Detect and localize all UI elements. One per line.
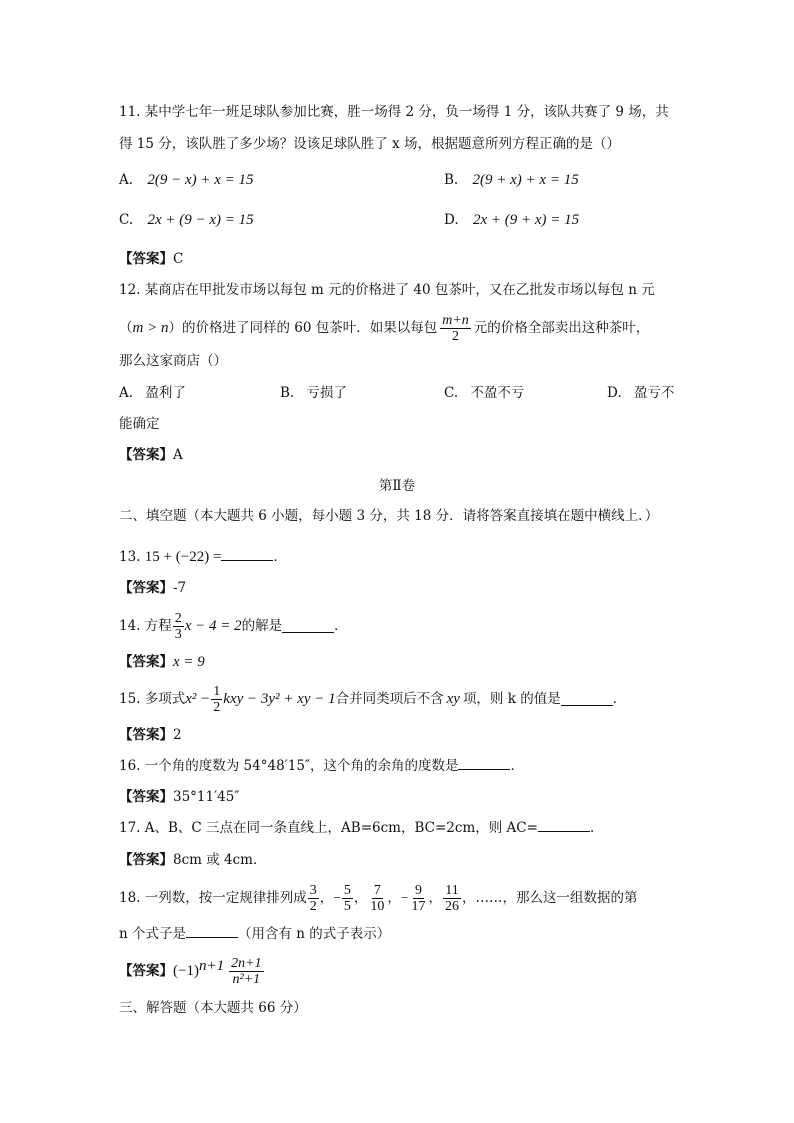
text: 的解是 <box>241 618 283 634</box>
frac-den: 3 <box>174 626 182 642</box>
term-expr: xy <box>446 691 460 707</box>
q17-answer <box>119 850 267 870</box>
text: n 个式子是 <box>119 926 186 942</box>
q12-line1: 12. 某商店在甲批发市场以每包 m 元的价格进了 40 包茶叶，又在乙批发市场以每包 n 元 <box>119 282 655 298</box>
option-label: A. <box>119 385 134 401</box>
q11-answer <box>119 249 183 269</box>
text: ． <box>612 691 627 707</box>
text: ． <box>334 618 348 634</box>
equation-expr: x − 4 = 2 <box>184 618 242 634</box>
q11-line2: 得 15 分，该队胜了多少场？设该足球队胜了 x 场，根据题意所列方程正确的是（） <box>119 136 620 152</box>
option-expr: 2x + (9 + x) = 15 <box>472 212 580 228</box>
answer-tag: 【答案】 <box>119 963 173 979</box>
answer-tag: 【答案】 <box>119 789 173 805</box>
frac-num: 2 <box>174 610 182 626</box>
text: 17. A、B、C 三点在同一条直线上，AB=6cm，BC=2cm，则 AC= <box>119 820 538 836</box>
text: 合并同类项后不含 <box>335 691 444 707</box>
q14-line <box>119 608 348 644</box>
q15-line <box>119 681 626 717</box>
text: 14. 方程 <box>119 618 172 634</box>
text: ）的价格进了同样的 60 包茶叶．如果以每包 <box>168 320 438 336</box>
answer-blank <box>561 693 613 706</box>
text: ． <box>510 758 524 774</box>
frac-den: n²+1 <box>232 971 261 987</box>
text: ． <box>273 549 287 565</box>
q11-option-c <box>119 210 254 230</box>
term-separator: ， <box>428 890 443 906</box>
sequence-term <box>442 883 476 914</box>
q12-option-d-cont: 能确定 <box>119 416 160 432</box>
frac-den: 5 <box>343 898 351 914</box>
price-fraction <box>440 313 471 344</box>
term-fraction <box>368 883 386 914</box>
answer-blank <box>186 925 238 938</box>
q18-line2 <box>119 924 390 944</box>
option-label: D. <box>607 385 622 401</box>
coef-fraction <box>173 611 184 642</box>
option-text: 不盈不亏 <box>470 385 525 401</box>
q12-option-a <box>119 383 186 403</box>
answer-value: C <box>173 251 184 267</box>
frac-num: 7 <box>373 882 381 898</box>
text: 16. 一个角的度数为 54°48′15″，这个角的余角的度数是 <box>119 758 459 774</box>
sequence-term <box>333 883 367 914</box>
section-heading: 二、填空题（本大题共 6 小题，每小题 3 分，共 18 分．请将答案直接填在题中横线上．） <box>119 508 659 524</box>
term-fraction <box>410 883 428 914</box>
q12-line2 <box>119 310 649 346</box>
term-separator: ， <box>319 890 334 906</box>
option-text: 亏损了 <box>306 385 348 401</box>
frac-num: 1 <box>213 683 221 699</box>
answer-value: A <box>173 447 183 463</box>
answer-blank <box>282 620 334 633</box>
term-separator: ， <box>462 890 476 906</box>
q11-option-a <box>119 170 254 190</box>
term-fraction <box>342 883 353 914</box>
option-expr: 2x + (9 − x) = 15 <box>147 212 254 228</box>
answer-blank <box>221 548 273 561</box>
q15-answer <box>119 725 182 745</box>
frac-num: 3 <box>309 882 317 898</box>
text: 项，则 k 的值是 <box>462 691 561 707</box>
frac-den: 2 <box>213 699 221 715</box>
frac-den: 2 <box>452 328 460 344</box>
answer-tag: 【答案】 <box>119 251 173 267</box>
text: 元的价格全部卖出这种茶叶， <box>473 320 650 336</box>
answer-blank <box>538 819 590 832</box>
question-number: 13. <box>119 549 141 565</box>
option-expr: 2(9 − x) + x = 15 <box>147 172 254 188</box>
ellipsis: …… <box>475 890 503 906</box>
q14-answer <box>119 652 205 672</box>
poly-expr: kxy − 3y² + xy − 1 <box>223 691 336 707</box>
frac-den: 17 <box>411 898 426 914</box>
term-sign: − <box>333 890 341 905</box>
answer-base: (−1) <box>173 963 199 979</box>
term-fraction <box>308 883 319 914</box>
text: 15. 多项式 <box>119 691 186 707</box>
q12-option-d <box>607 383 674 403</box>
q16-answer <box>119 787 239 807</box>
option-label: D. <box>444 212 459 228</box>
option-label: A. <box>119 172 134 188</box>
q16-line <box>119 756 524 776</box>
sequence-term <box>307 883 334 914</box>
answer-value: -7 <box>173 580 187 596</box>
q18-answer <box>119 950 265 992</box>
answer-exponent: n+1 <box>198 958 225 974</box>
answer-value: 35°11′45″ <box>173 789 240 805</box>
text: ． <box>589 820 604 836</box>
answer-fraction <box>229 956 263 987</box>
q12-line3: 那么这家商店（） <box>119 353 227 369</box>
sequence-terms <box>307 883 476 914</box>
frac-num: 9 <box>415 882 423 898</box>
q13-line <box>119 547 287 567</box>
sequence-term <box>367 883 401 914</box>
text: ，那么这一组数据的第 <box>502 890 638 906</box>
frac-den: 2 <box>309 898 317 914</box>
section3-heading: 三、解答题（本大题共 66 分） <box>119 1000 307 1016</box>
answer-tag: 【答案】 <box>119 852 173 868</box>
answer-value: 2 <box>173 727 182 743</box>
q17-line <box>119 818 603 838</box>
sequence-term <box>401 883 442 914</box>
option-expr: 2(9 + x) + x = 15 <box>472 172 579 188</box>
option-text: 盈亏不 <box>633 385 675 401</box>
section-title: 第Ⅱ卷 <box>378 478 416 494</box>
answer-tag: 【答案】 <box>119 727 173 743</box>
text: （ <box>119 320 133 336</box>
frac-num: 11 <box>445 882 459 898</box>
text: 18. 一列数，按一定规律排列成 <box>119 890 307 906</box>
option-label: C. <box>444 385 459 401</box>
answer-blank <box>458 757 510 770</box>
option-label: B. <box>444 172 459 188</box>
q12-answer <box>119 445 183 465</box>
frac-den: 26 <box>445 898 460 914</box>
frac-num: 2n+1 <box>231 955 262 971</box>
answer-value: 8cm 或 4cm． <box>173 852 267 868</box>
option-label: C. <box>119 212 134 228</box>
term-separator: ， <box>387 890 401 906</box>
answer-tag: 【答案】 <box>119 447 173 463</box>
frac-num: m+n <box>442 312 469 328</box>
term-fraction <box>443 883 461 914</box>
frac-num: 5 <box>343 882 351 898</box>
question-expr: 15 + (−22) = <box>144 549 222 565</box>
q13-answer <box>119 578 186 598</box>
q11-option-d <box>444 210 579 230</box>
poly-expr: x² − <box>185 691 211 707</box>
coef-fraction <box>211 684 222 715</box>
option-label: B. <box>280 385 295 401</box>
term-sign: − <box>400 890 409 905</box>
frac-den: 10 <box>370 898 385 914</box>
option-text: 盈利了 <box>145 385 186 401</box>
q18-line1 <box>119 878 638 918</box>
q12-option-c <box>444 383 524 403</box>
term-separator: ， <box>353 890 368 906</box>
q11-line1: 11. 某中学七年一班足球队参加比赛，胜一场得 2 分，负一场得 1 分，该队共赛了 9 场，共 <box>119 104 669 120</box>
condition-expr: m > n <box>132 320 169 336</box>
q11-option-b <box>444 170 579 190</box>
text: （用含有 n 的式子表示） <box>238 926 391 942</box>
q12-option-b <box>280 383 347 403</box>
answer-value: x = 9 <box>173 654 205 670</box>
answer-tag: 【答案】 <box>119 580 173 596</box>
answer-tag: 【答案】 <box>119 654 173 670</box>
